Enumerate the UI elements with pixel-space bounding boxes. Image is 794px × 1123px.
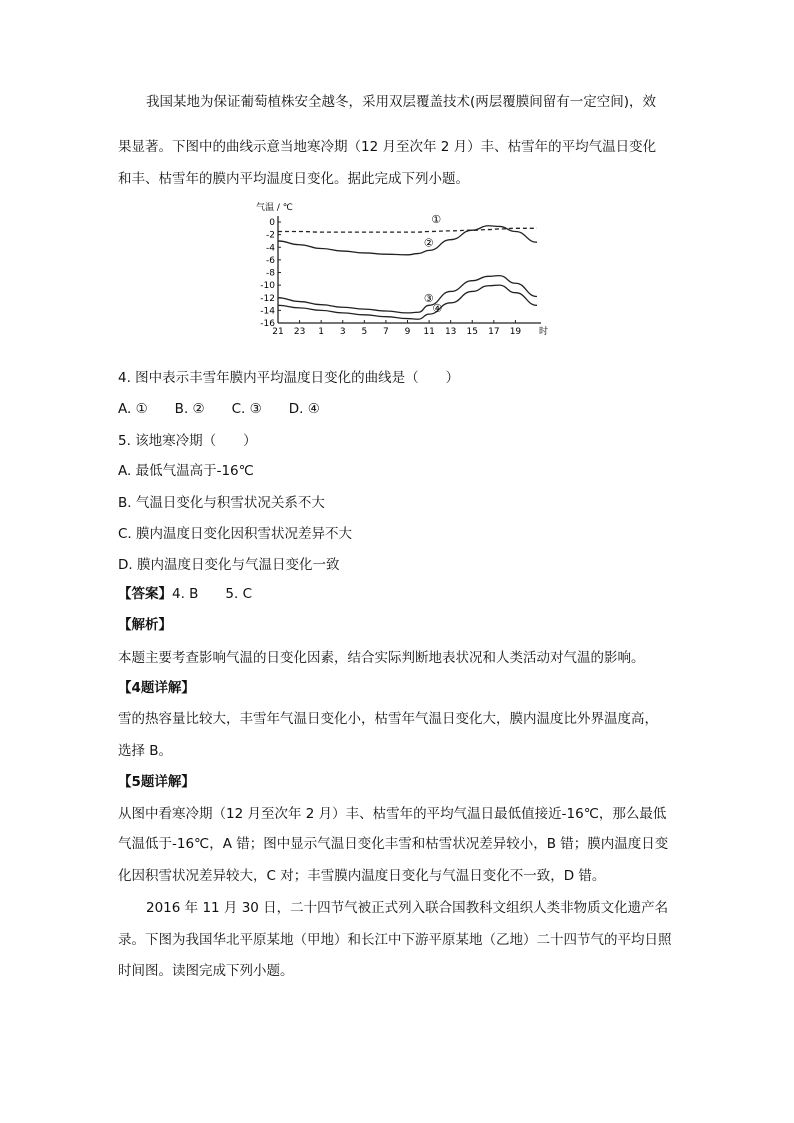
y-tick-label: -6 xyxy=(266,255,275,266)
x-tick-label: 13 xyxy=(444,327,457,337)
x-tick-label: 23 xyxy=(293,327,306,337)
x-tick-label: 19 xyxy=(509,327,522,337)
x-tick-label: 21 xyxy=(272,327,284,337)
x-tick-label: 17 xyxy=(488,327,500,337)
answer xyxy=(118,582,252,602)
y-axis-label: 气温 / ℃ xyxy=(256,203,293,213)
intro2-line: 2016 年 11 月 30 日，二十四节气被正式列入联合国教科文组织人类非物质文化遗产名 xyxy=(146,900,669,916)
question-5-stem: 5. 该地寒冷期（ ） xyxy=(118,433,257,449)
question-5-option-c: C. 膜内温度日变化因积雪状况差异不大 xyxy=(118,526,353,542)
series-label-3: ③ xyxy=(423,292,434,306)
detail-4-line: 选择 B。 xyxy=(118,743,173,759)
x-tick-label: 9 xyxy=(404,327,411,337)
series-label-1: ① xyxy=(431,213,442,227)
x-tick-label: 1 xyxy=(318,327,325,337)
detail-5-line: 气温低于-16℃，A 错；图中显示气温日变化丰雪和枯雪状况差异较小，B 错；膜内温度日变 xyxy=(118,836,669,852)
y-tick-label: -2 xyxy=(266,230,275,241)
series-line-1 xyxy=(278,228,537,232)
detail-5-line: 化因积雪状况差异较大，C 对；丰雪膜内温度日变化与气温日变化不一致，D 错。 xyxy=(118,868,606,884)
y-tick-label: -14 xyxy=(260,306,275,317)
x-axis-label: 时 xyxy=(539,327,549,337)
detail-4-line: 雪的热容量比较大，丰雪年气温日变化小，枯雪年气温日变化大，膜内温度比外界温度高， xyxy=(118,711,658,727)
question-5-option-b: B. 气温日变化与积雪状况关系不大 xyxy=(118,495,325,511)
y-tick-label: -10 xyxy=(260,281,275,292)
detail-5-label: 【5题详解】 xyxy=(118,774,195,790)
analysis-label: 【解析】 xyxy=(118,617,172,633)
question-5-option-d: D. 膜内温度日变化与气温日变化一致 xyxy=(118,557,340,573)
series-line-4 xyxy=(278,285,537,319)
y-tick-label: -16 xyxy=(260,319,275,329)
series-line-3 xyxy=(278,276,537,316)
series-label-4: ④ xyxy=(432,302,443,316)
y-tick-label: -4 xyxy=(266,243,275,254)
y-tick-label: -12 xyxy=(260,293,275,304)
intro2-line: 时间图。读图完成下列小题。 xyxy=(118,963,294,979)
x-tick-label: 7 xyxy=(383,327,389,337)
question-4-options: A. ① B. ② C. ③ D. ④ xyxy=(118,401,320,417)
intro2-line: 录。下图为我国华北平原某地（甲地）和长江中下游平原某地（乙地）二十四节气的平均日照 xyxy=(118,932,672,948)
y-tick-label: -8 xyxy=(266,268,275,279)
question-4-stem: 4. 图中表示丰雪年膜内平均温度日变化的曲线是（ ） xyxy=(118,370,460,386)
x-tick-label: 15 xyxy=(466,327,478,337)
x-tick-label: 5 xyxy=(361,327,368,337)
answer-text: 4. B 5. C xyxy=(172,586,253,602)
temperature-chart xyxy=(250,195,550,345)
intro-line: 和丰、枯雪年的膜内平均温度日变化。据此完成下列小题。 xyxy=(118,171,469,187)
answer-label: 【答案】 xyxy=(118,586,172,602)
y-tick-label: 0 xyxy=(269,218,275,228)
detail-5-line: 从图中看寒冷期（12 月至次年 2 月）丰、枯雪年的平均气温日最低值接近-16℃，那么最低 xyxy=(118,806,667,822)
intro-line: 我国某地为保证葡萄植株安全越冬，采用双层覆盖技术(两层覆膜间留有一定空间)，效 xyxy=(146,94,657,110)
detail-4-label: 【4题详解】 xyxy=(118,680,195,696)
series-label-2: ② xyxy=(423,236,434,250)
x-tick-label: 11 xyxy=(423,327,435,337)
intro-line: 果显著。下图中的曲线示意当地寒冷期（12 月至次年 2 月）丰、枯雪年的平均气温日变化 xyxy=(118,139,657,155)
x-tick-label: 3 xyxy=(339,327,346,337)
analysis-text: 本题主要考查影响气温的日变化因素，结合实际判断地表状况和人类活动对气温的影响。 xyxy=(118,650,645,666)
series-line-2 xyxy=(278,226,537,255)
question-5-option-a: A. 最低气温高于-16℃ xyxy=(118,463,254,479)
